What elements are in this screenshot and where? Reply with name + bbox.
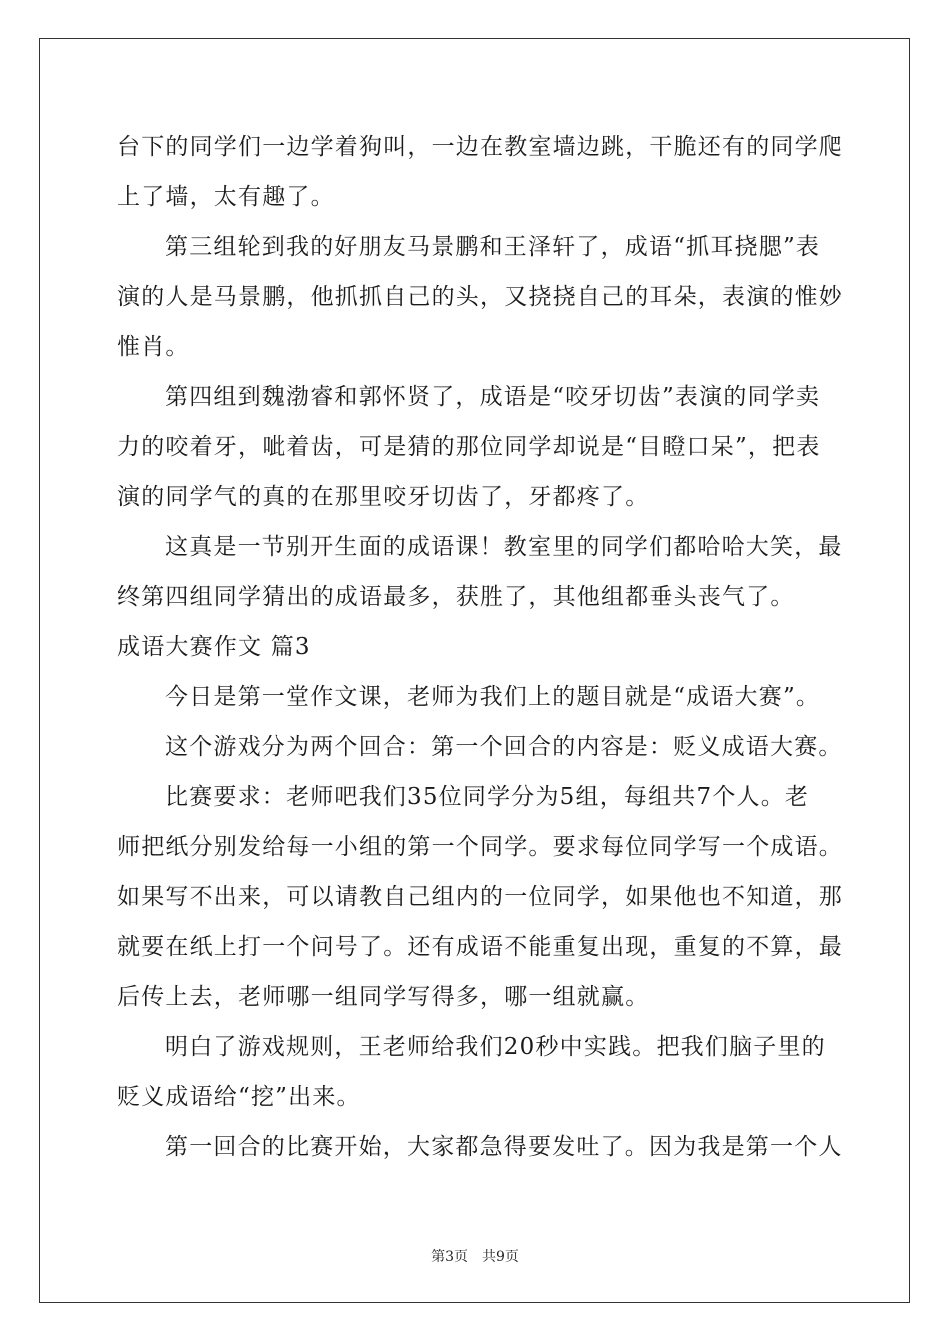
paragraph-start: 明白了游戏规则，王老师给我们20秒中实践。把我们脑子里的: [165, 1034, 826, 1060]
text-line: 台下的同学们一边学着狗叫，一边在教室墙边跳，干脆还有的同学爬: [117, 134, 843, 160]
text-line: 力的咬着牙，呲着齿，可是猜的那位同学却说是“目瞪口呆”，把表: [117, 434, 821, 460]
text-line: 演的人是马景鹏，他抓抓自己的头，又挠挠自己的耳朵，表演的惟妙: [117, 284, 843, 310]
paragraph-start: 第一回合的比赛开始，大家都急得要发吐了。因为我是第一个人: [165, 1134, 843, 1160]
text-line: 师把纸分别发给每一小组的第一个同学。要求每位同学写一个成语。: [117, 834, 843, 860]
text-line: 贬义成语给“挖”出来。: [117, 1084, 361, 1110]
paragraph-start: 这个游戏分为两个回合：第一个回合的内容是：贬义成语大赛。: [165, 734, 843, 760]
text-line: 如果写不出来，可以请教自己组内的一位同学，如果他也不知道，那: [117, 884, 843, 910]
text-line: 演的同学气的真的在那里咬牙切齿了，牙都疼了。: [117, 484, 650, 510]
section-heading: 成语大赛作文 篇3: [117, 634, 311, 660]
page-number: 第3页 共9页: [431, 1249, 519, 1265]
paragraph-start: 第三组轮到我的好朋友马景鹏和王泽轩了，成语“抓耳挠腮”表: [165, 234, 821, 260]
paragraph-start: 这真是一节别开生面的成语课！教室里的同学们都哈哈大笑，最: [165, 534, 843, 560]
paragraph-start: 今日是第一堂作文课，老师为我们上的题目就是“成语大赛”。: [165, 684, 821, 710]
text-line: 惟肖。: [117, 334, 190, 360]
text-line: 后传上去，老师哪一组同学写得多，哪一组就赢。: [117, 984, 650, 1010]
paragraph-start: 比赛要求：老师吧我们35位同学分为5组，每组共7个人。老: [165, 784, 810, 810]
text-line: 上了墙，太有趣了。: [117, 184, 335, 210]
paragraph-start: 第四组到魏渤睿和郭怀贤了，成语是“咬牙切齿”表演的同学卖: [165, 384, 821, 410]
document-body: [117, 122, 843, 1172]
text-line: 就要在纸上打一个问号了。还有成语不能重复出现，重复的不算，最: [117, 934, 843, 960]
text-line: 终第四组同学猜出的成语最多，获胜了，其他组都垂头丧气了。: [117, 584, 795, 610]
